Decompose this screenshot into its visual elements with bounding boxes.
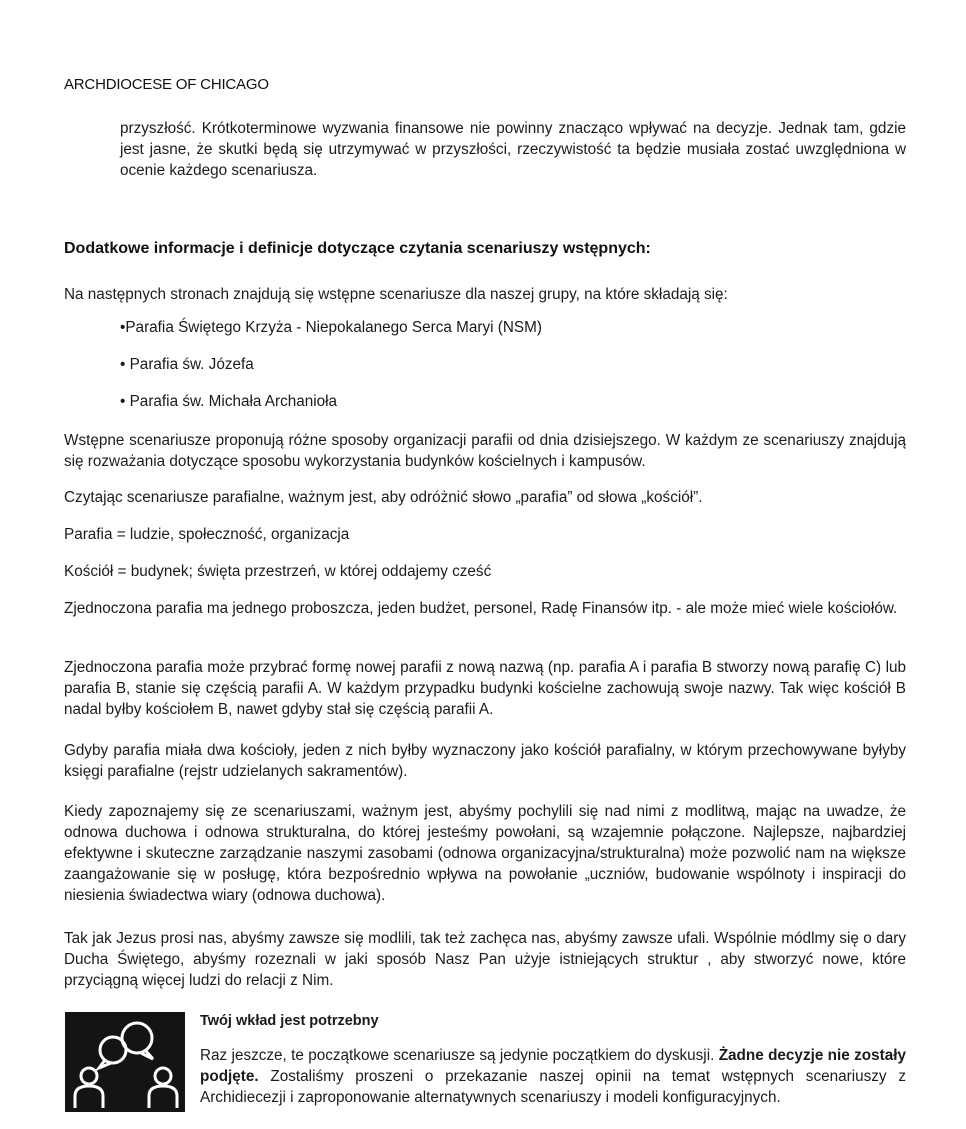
- organization-header: ARCHDIOCESE OF CHICAGO: [64, 76, 269, 93]
- section-heading: Dodatkowe informacje i definicje dotyczące czytania scenariuszy wstępnych:: [64, 240, 651, 257]
- parish-list: [120, 317, 542, 428]
- paragraph-two-churches: Gdyby parafia miała dwa kościoły, jeden z nich byłby wyznaczony jako kościół parafialny, w którym przechowywane byłyby księgi parafialne (rejstr udzielanych sakramentów).: [64, 742, 906, 780]
- lead-paragraph: Na następnych stronach znajdują się wstępne scenariusze dla naszej grupy, na które składają się:: [64, 286, 728, 303]
- parish-list-item: • Parafia św. Michała Archanioła: [120, 393, 338, 410]
- paragraph-scenarios: Wstępne scenariusze proponują różne sposoby organizacji parafii od dnia dzisiejszego. W każdym ze scenariuszy znajdują się rozważania dotyczące sposobu wykorzystania budynków kościelnych i kampusów.: [64, 432, 906, 470]
- paragraph-united-parish: Zjednoczona parafia ma jednego proboszcza, jeden budżet, personel, Radę Finansów itp. - ale może mieć wiele kościołów.: [64, 600, 898, 617]
- paragraph-distinction: Czytając scenariusze parafialne, ważnym jest, aby odróżnić słowo „parafia” od słowa „kościół”.: [64, 489, 703, 506]
- callout-body-end: Zostaliśmy proszeni o przekazanie naszej opinii na temat wstępnych scenariuszy z Archidiecezji i zaproponowanie alternatywnych scenariuszy i modeli konfiguracyjnych.: [200, 1068, 906, 1106]
- intro-paragraph: przyszłość. Krótkoterminowe wyzwania finansowe nie powinny znacząco wpływać na decyzje. Jednak tam, gdzie jest jasne, że skutki będą się utrzymywać w przyszłości, rzeczywistość ta będzie musiała zostać uwzględniona w ocenie każdego scenariusza.: [120, 120, 906, 179]
- parish-list-item: •Parafia Świętego Krzyża - Niepokalanego Serca Maryi (NSM): [120, 319, 542, 336]
- parish-list-item: • Parafia św. Józefa: [120, 356, 254, 373]
- callout-body: [200, 1045, 906, 1108]
- discussion-people-icon: [65, 1012, 185, 1112]
- callout-body-start: Raz jeszcze, te początkowe scenariusze są jedynie początkiem do dyskusji.: [200, 1047, 719, 1064]
- definition-church: Kościół = budynek; święta przestrzeń, w której oddajemy cześć: [64, 563, 492, 580]
- paragraph-prayer: Kiedy zapoznajemy się ze scenariuszami, ważnym jest, abyśmy pochylili się nad nimi z modlitwą, mając na uwadze, że odnowa duchowa i odnowa strukturalna, do której jesteśmy powołani, są wzajemnie połączone. Najlepsze, najbardziej efektywne i skuteczne zarządzanie naszymi zasobami (odnowa organizacyjna/strukturalna) może pozwolić nam na większe zaangażowanie się w posługę, która bezpośrednio wpływa na powołanie „uczniów, budowanie wspólnoty i inspiracji do niesienia świadectwa wiary (odnowa duchowa).: [64, 803, 906, 904]
- paragraph-new-parish: Zjednoczona parafia może przybrać formę nowej parafii z nową nazwą (np. parafia A i parafia B stworzy nową parafię C) lub parafia B, stanie się częścią parafii A. W każdym przypadku budynki kościelne zachowują swoje nazwy. Tak więc kościół B nadal byłby kościołem B, nawet gdyby stał się częścią parafii A.: [64, 659, 906, 718]
- callout-title: Twój wkład jest potrzebny: [200, 1013, 379, 1029]
- paragraph-trust: Tak jak Jezus prosi nas, abyśmy zawsze się modlili, tak też zachęca nas, abyśmy zawsze ufali. Wspólnie módlmy się o dary Ducha Świętego, abyśmy rozeznali w jaki sposób Nasz Pan użyje istniejących struktur , aby stworzyć nowe, które przyciągną więcej ludzi do relacji z Nim.: [64, 930, 906, 989]
- callout-body-bold: Żadne decyzje nie zostały podjęte.: [200, 1047, 906, 1085]
- definition-parish: Parafia = ludzie, społeczność, organizacja: [64, 526, 350, 543]
